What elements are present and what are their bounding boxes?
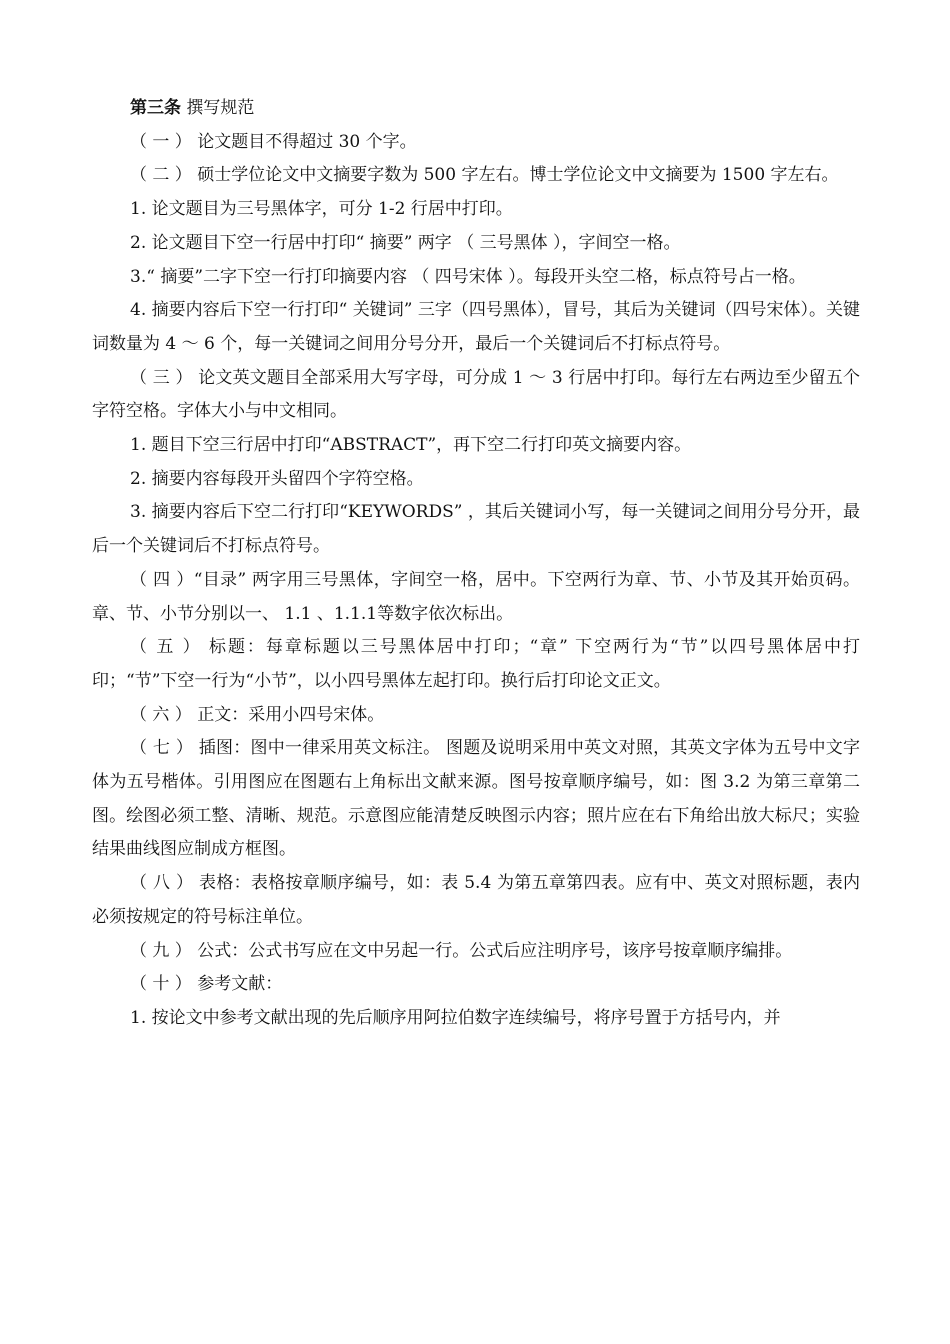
paragraph-3: 1. 论文题目为三号黑体字，可分 1-2 行居中打印。 — [130, 199, 513, 220]
paragraph-4: 2. 论文题目下空一行居中打印“ 摘要” 两字 （ 三号黑体 ），字间空一格。 — [130, 232, 681, 253]
paragraph-8: 1. 题目下空三行居中打印“ABSTRACT”，再下空二行打印英文摘要内容。 — [130, 435, 692, 456]
paragraph-5: 3.“ 摘要”二字下空一行打印摘要内容 （ 四号宋体 ）。每段开头空二格，标点符号占一格。 — [130, 266, 806, 287]
paragraph-13: （ 六 ） 正文：采用小四号宋体。 — [130, 704, 385, 725]
article-heading — [92, 92, 860, 126]
paragraph-7: （ 三 ） 论文英文题目全部采用大写字母，可分成 1 ～ 3 行居中打印。每行左右两边至少留五个字符空格。字体大小与中文相同。 — [92, 367, 860, 422]
paragraph-12: （ 五 ） 标题：每章标题以三号黑体居中打印；“章” 下空两行为“节”以四号黑体居中打印；“节”下空一行为“小节”，以小四号黑体左起打印。换行后打印论文正文。 — [92, 637, 860, 691]
article-number: 第三条 — [130, 98, 181, 118]
paragraph-18: 1. 按论文中参考文献出现的先后顺序用阿拉伯数字连续编号，将序号置于方括号内，并 — [130, 1007, 781, 1028]
paragraph-9: 2. 摘要内容每段开头留四个字符空格。 — [130, 468, 424, 489]
paragraph-1: （ 一 ） 论文题目不得超过 30 个字。 — [130, 131, 417, 152]
paragraph-11: （ 四 ）“目录” 两字用三号黑体，字间空一格，居中。下空两行为章、节、小节及其开始页码。章、节、小节分别以一、 1.1 、1.1.1等数字依次标出。 — [92, 569, 860, 624]
paragraph-14: （ 七 ） 插图：图中一律采用英文标注。 图题及说明采用中英文对照，其英文字体为五号中文字体为五号楷体。引用图应在图题右上角标出文献来源。图号按章顺序编号，如：图 3.2 为第三章第二图。绘图必须工整、清晰、规范。示意图应能清楚反映图示内容；照片应在右下角给出放大标尺；实验结果曲线图应制成方框图。 — [92, 738, 860, 860]
paragraph-17: （ 十 ） 参考文献： — [130, 974, 283, 995]
paragraph-15: （ 八 ） 表格：表格按章顺序编号，如：表 5.4 为第五章第四表。应有中、英文对照标题，表内必须按规定的符号标注单位。 — [92, 873, 860, 927]
document-page — [92, 92, 860, 1036]
paragraph-6: 4. 摘要内容后下空一行打印“ 关键词” 三字（四号黑体），冒号，其后为关键词（四号宋体）。关键词数量为 4 ～ 6 个，每一关键词之间用分号分开，最后一个关键词后不打标点符号。 — [92, 300, 860, 354]
paragraph-16: （ 九 ） 公式：公式书写应在文中另起一行。公式后应注明序号，该序号按章顺序编排。 — [130, 940, 793, 961]
article-title: 撰写规范 — [181, 98, 255, 118]
paragraph-10: 3. 摘要内容后下空二行打印“KEYWORDS” ，其后关键词小写，每一关键词之间用分号分开，最后一个关键词后不打标点符号。 — [92, 502, 860, 557]
paragraph-2: （ 二 ） 硕士学位论文中文摘要字数为 500 字左右。博士学位论文中文摘要为 1500 字左右。 — [130, 165, 839, 186]
